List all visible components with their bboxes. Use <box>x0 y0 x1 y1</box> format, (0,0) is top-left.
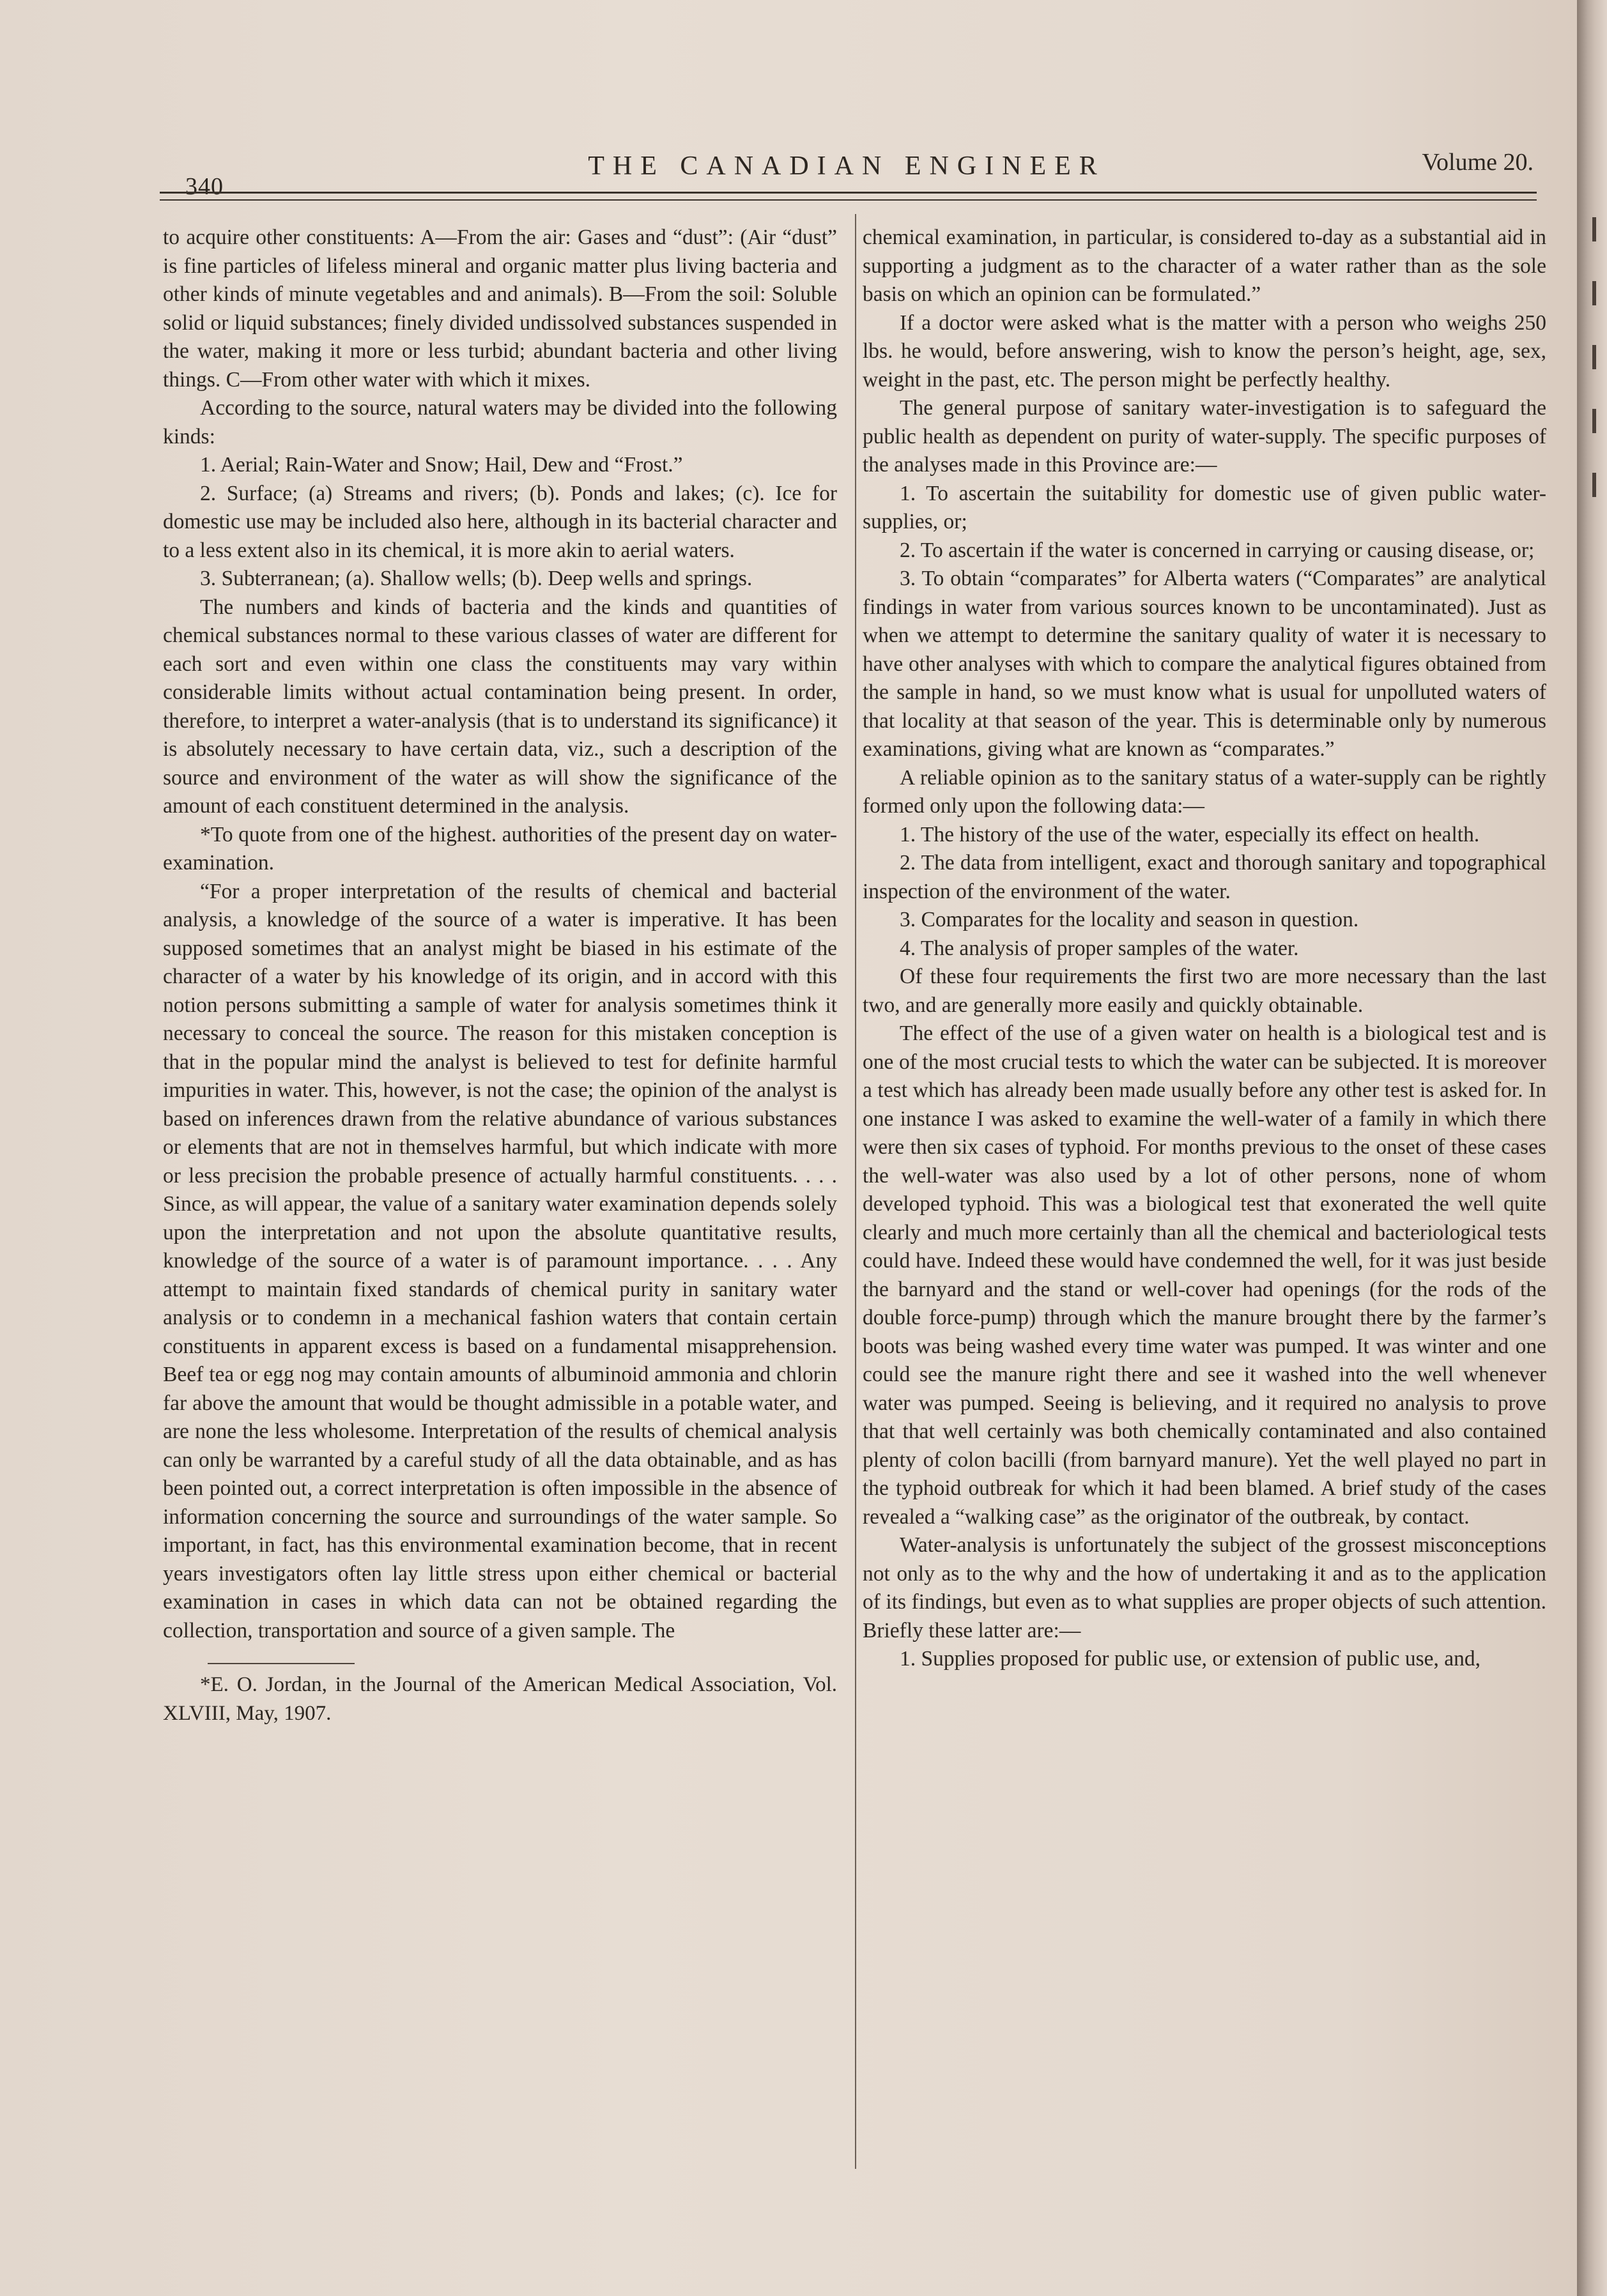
header-rule <box>160 192 1537 194</box>
journal-title: THE CANADIAN ENGINEER <box>588 151 1105 181</box>
paragraph: The numbers and kinds of bacteria and the kinds and quantities of chemical substances normal to these various classes of water are different for each sort and even within one class the constituents may vary within considerable limits without actual contamination being present. In order, therefore, to interpret a water-analysis (that is to understand its significance) it is absolutely necessary to have certain data, viz., such a description of the source and environment of the water as will show the significance of the amount of each constituent determined in the analysis. <box>163 595 837 818</box>
list-item: 1. The history of the use of the water, especially its effect on health. <box>900 822 1480 846</box>
list-item: 1. Aerial; Rain-Water and Snow; Hail, Dew and “Frost.” <box>200 453 683 477</box>
footnote-rule <box>208 1663 355 1664</box>
paragraph: Of these four requirements the first two are more necessary than the last two, and are generally more easily and quickly obtainable. <box>863 965 1546 1017</box>
paragraph: If a doctor were asked what is the matter with a person who weighs 250 lbs. he would, before answering, wish to know the person’s height, age, sex, weight in the past, etc. The person might be perfectly healthy. <box>863 310 1546 392</box>
volume-label: Volume 20. <box>1422 149 1534 176</box>
list-item: 3. To obtain “comparates” for Alberta waters (“Comparates” are analytical findings in water from various sources known to be uncontaminated). Just as when we attempt to determine the sanitary quality of water it is necessary to have other analyses with which to compare the analytical figures obtained from the sample in hand, so we must know what is usual for unpolluted waters of that locality at that season of the year. This is determinable only by numerous examinations, giving what are known as “comparates.” <box>863 567 1546 761</box>
paragraph: The effect of the use of a given water on health is a biological test and is one of the most crucial tests to which the water can be subjected. It is moreover a test which has already been made usually before any other test is asked for. In one instance I was asked to examine the well-water of a family in which there were then six cases of typhoid. For months previous to the onset of these cases the well-water was also used by a lot of other persons, none of whom developed typhoid. This was a biological test that exonerated the well quite clearly and much more certainly than all the chemical and bacteriological tests could have. Indeed these would have condemned the well, for it was just beside the barnyard and the stand or well-cover had openings (for the rods of the double force-pump) through which the manure brought there by the farmer’s boots was being washed every time water was pumped. It was winter and one could see the manure right there and see it washed into the well whenever water was pumped. Seeing is believing, and it required no analysis to prove that that well certainly was both chemically contaminated and also contained plenty of colon bacilli (from barnyard manure). Yet the well played no part in the typhoid outbreak for which it had been blamed. A brief study of the cases revealed a “walking case” as the originator of the outbreak, by contact. <box>863 1022 1546 1529</box>
paragraph: A reliable opinion as to the sanitary status of a water-supply can be rightly formed only upon the following data:— <box>863 765 1546 818</box>
right-column <box>863 224 1546 1674</box>
paragraph: The general purpose of sanitary water-investigation is to safeguard the public health as dependent on purity of water-supply. The specific purposes of the analyses made in this Province are:— <box>863 396 1546 477</box>
column-divider <box>855 214 856 2169</box>
paragraph: chemical examination, in particular, is considered to-day as a substantial aid in supporting a judgment as to the character of a water rather than as the sole basis on which an opinion can be formulated.” <box>863 226 1546 306</box>
list-item: 4. The analysis of proper samples of the water. <box>900 936 1299 960</box>
adjacent-page-edge-marks <box>1592 217 1605 537</box>
list-item: 1. To ascertain the suitability for domestic use of given public water-supplies, or; <box>863 481 1546 533</box>
list-item: 2. The data from intelligent, exact and thorough sanitary and topographical inspection of the environment of the water. <box>863 851 1546 903</box>
list-item: 1. Supplies proposed for public use, or extension of public use, and, <box>900 1647 1480 1671</box>
paragraph: *To quote from one of the highest. authorities of the present day on water-examination. <box>163 822 837 875</box>
paragraph: to acquire other constituents: A—From the air: Gases and “dust”: (Air “dust” is fine particles of lifeless mineral and organic matter plus living bacteria and other kinds of minute vegetables and and animals). B—From the soil: Soluble solid or liquid substances; finely divided undissolved substances suspended in the water, making it more or less turbid; abundant bacteria and other living things. C—From other water with which it mixes. <box>163 226 837 392</box>
left-column <box>163 224 837 1727</box>
list-item: 2. Surface; (a) Streams and rivers; (b). Ponds and lakes; (c). Ice for domestic use may be included also here, although in its bacterial character and to a less extent also in its chemical, it is more akin to aerial waters. <box>163 481 837 562</box>
list-item: 3. Subterranean; (a). Shallow wells; (b). Deep wells and springs. <box>200 567 753 590</box>
quotation: “For a proper interpretation of the results of chemical and bacterial analysis, a knowledge of the source of a water is imperative. It has been supposed sometimes that an analyst might be biased in his estimate of the character of a water by his knowledge of its origin, and in accord with this notion persons submitting a sample of water for analysis sometimes think it necessary to conceal the source. The reason for this mistaken conception is that in the popular mind the analyst is believed to test for definite harmful impurities in water. This, however, is not the case; the opinion of the analyst is based on inferences drawn from the relative abundance of various substances or elements that are not in themselves harmful, but which indicate with more or less precision the probable presence of actually harmful constituents. . . . Since, as will appear, the value of a sanitary water examination depends solely upon the interpretation and not upon the absolute quantitative results, knowledge of the source of a water is of paramount importance. . . . Any attempt to maintain fixed standards of chemical purity in sanitary water analysis or to condemn in a mechanical fashion waters that contain certain constituents in apparent excess is based on a fundamental misapprehension. Beef tea or egg nog may contain amounts of albuminoid ammonia and chlorin far above the amount that would be thought admissible in a potable water, and are none the less wholesome. Interpretation of the results of chemical analysis can only be warranted by a careful study of all the data obtainable, and as has been pointed out, a correct interpretation is often impossible in the absence of information concerning the source and surroundings of the water sample. So important, in fact, has this environmental examination become, that in recent years investigators often lay little stress upon either chemical or bacterial examination in cases in which data can not be obtained regarding the collection, transportation and source of a given sample. The <box>163 879 837 1642</box>
paragraph: Water-analysis is unfortunately the subject of the grossest misconceptions not only as to the why and the how of undertaking it and as to the application of its findings, but even as to what supplies are proper objects of such attention. Briefly these latter are:— <box>863 1533 1546 1642</box>
footnote: *E. O. Jordan, in the Journal of the American Medical Association, Vol. XLVIII, May, 1907. <box>163 1673 837 1725</box>
page-number: 340 <box>185 173 224 200</box>
header-rule-secondary <box>160 199 1537 201</box>
list-item: 3. Comparates for the locality and season in question. <box>900 908 1359 931</box>
paragraph: According to the source, natural waters may be divided into the following kinds: <box>163 396 837 448</box>
running-header <box>160 141 1534 198</box>
list-item: 2. To ascertain if the water is concerned in carrying or causing disease, or; <box>900 538 1535 562</box>
